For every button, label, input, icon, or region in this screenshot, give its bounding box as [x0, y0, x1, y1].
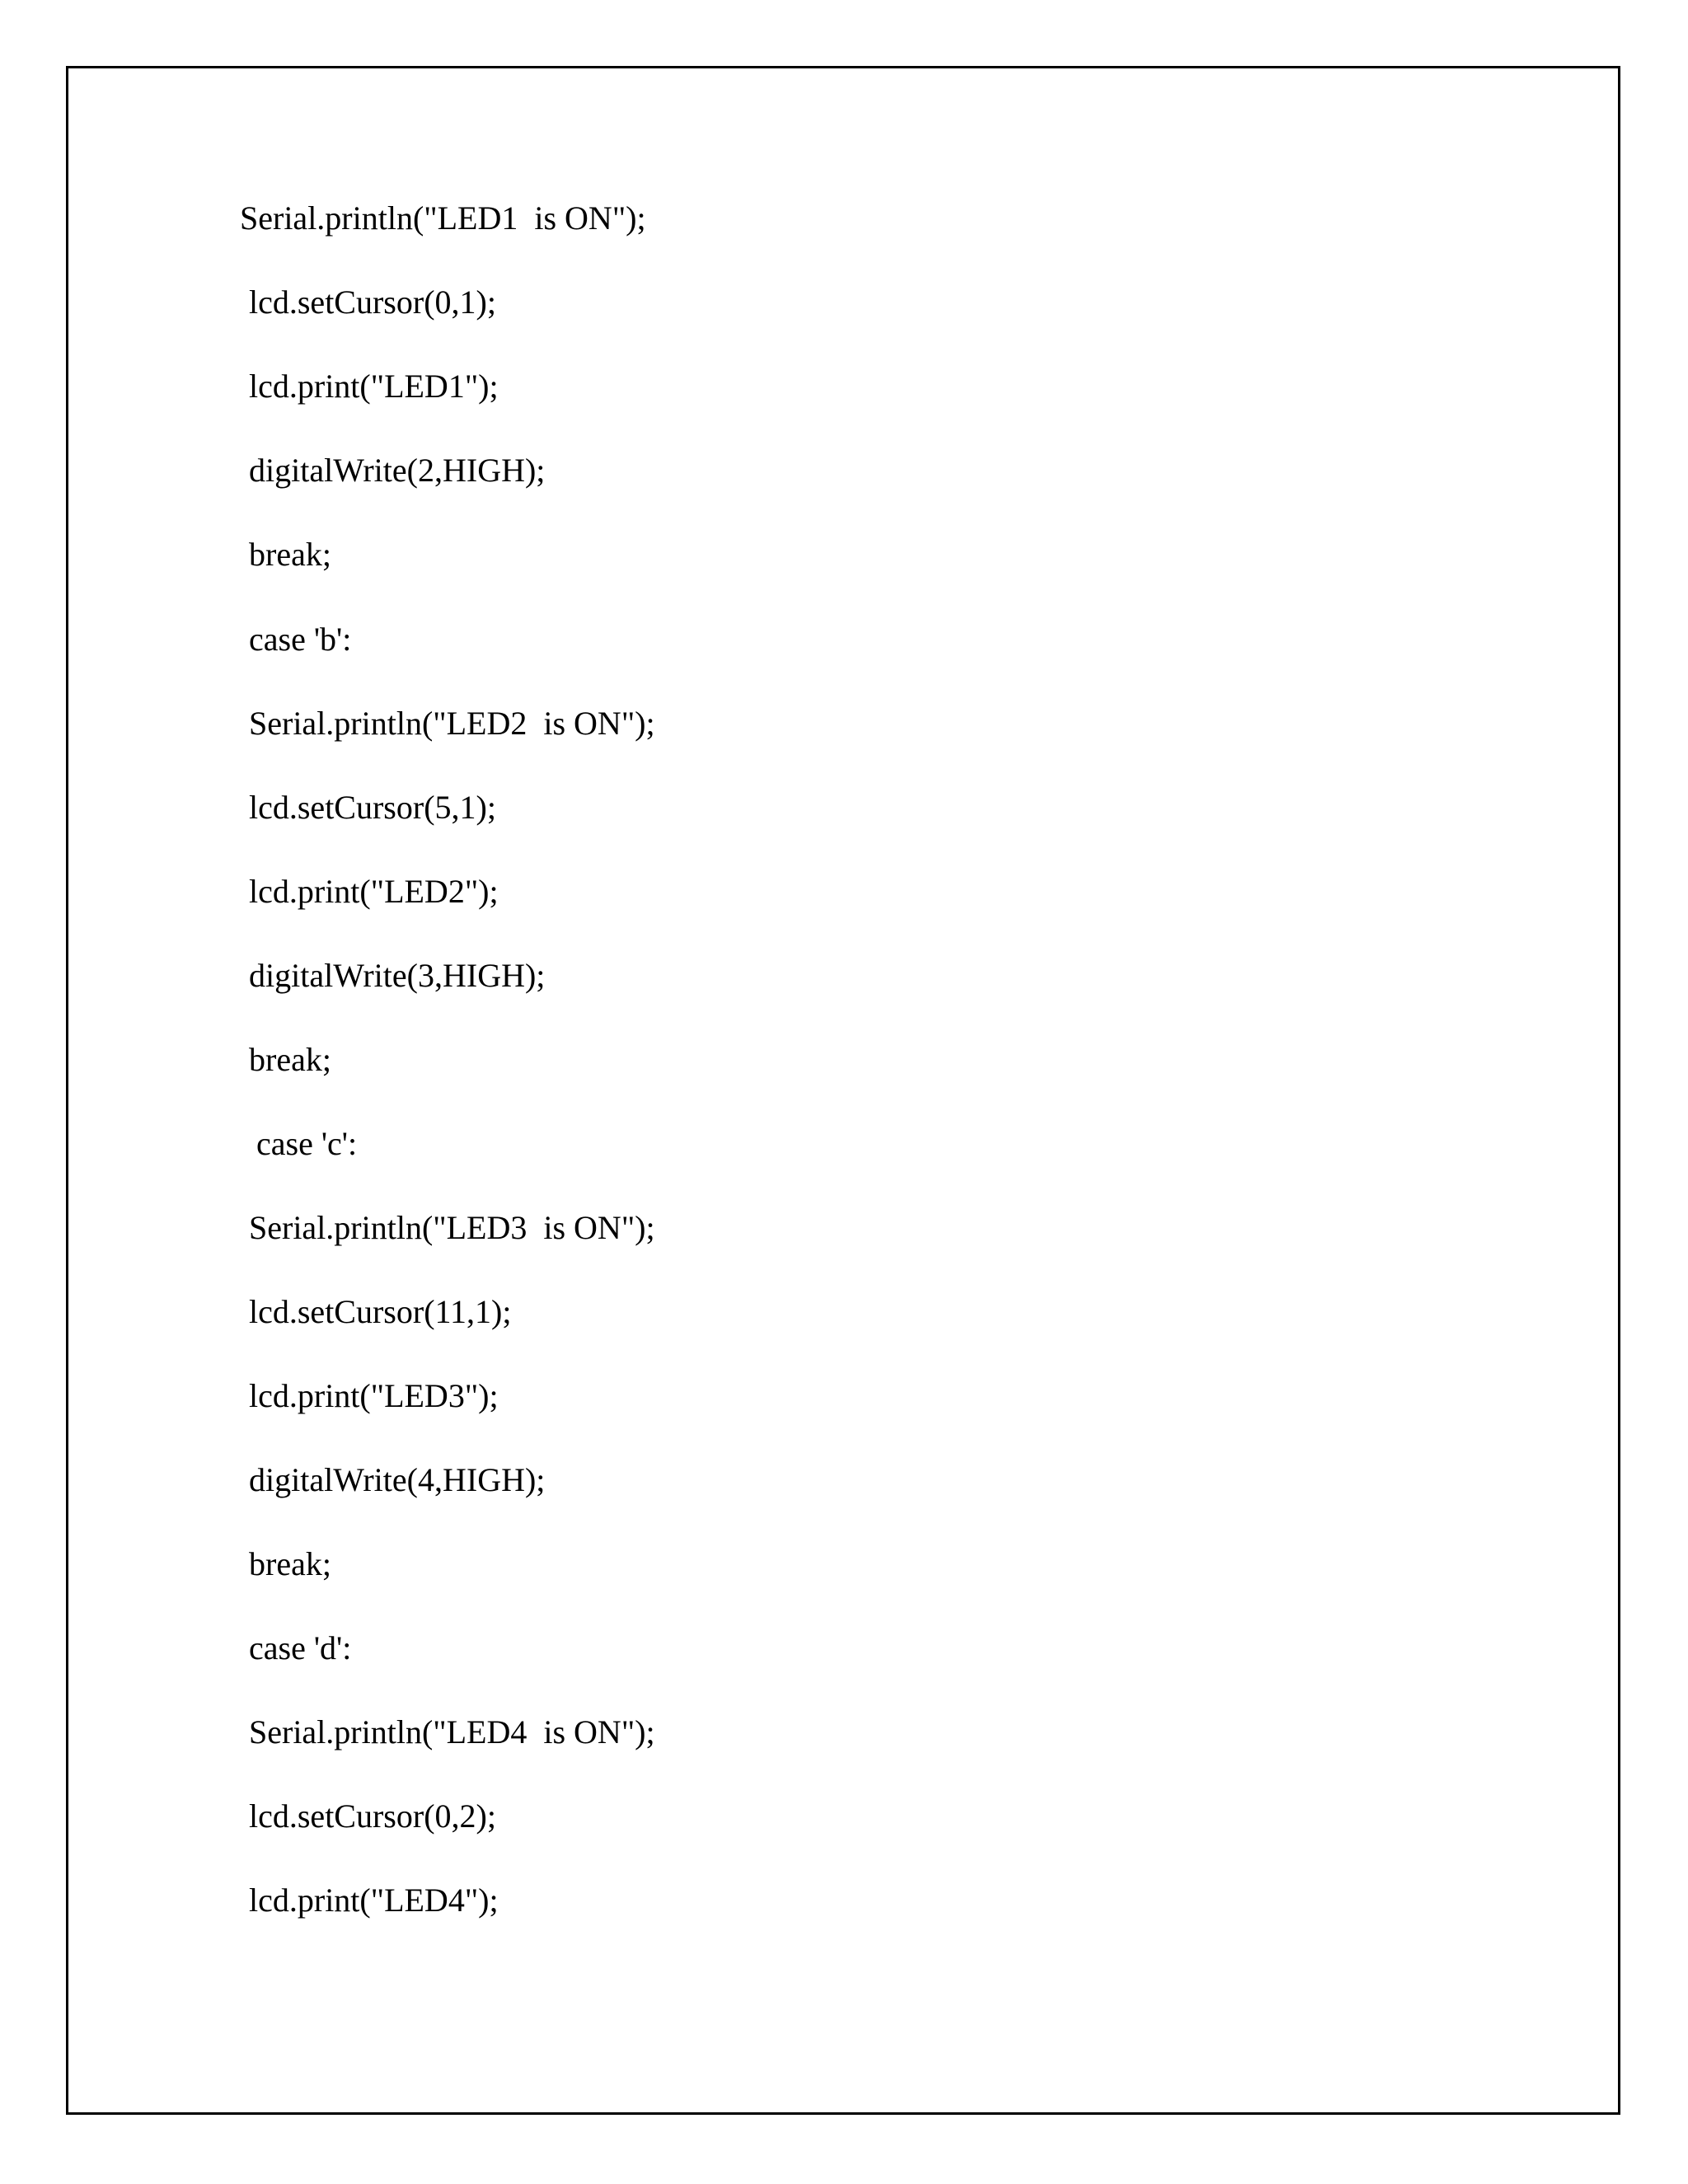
code-line-4: digitalWrite(2,HIGH); [249, 452, 546, 489]
code-line-13: Serial.println("LED3 is ON"); [249, 1209, 655, 1246]
code-line-2: lcd.setCursor(0,1); [249, 284, 496, 321]
code-line-8: lcd.setCursor(5,1); [249, 789, 496, 826]
code-line-16: digitalWrite(4,HIGH); [249, 1461, 546, 1498]
code-line-15: lcd.print("LED3"); [249, 1377, 499, 1414]
code-line-7: Serial.println("LED2 is ON"); [249, 705, 655, 742]
code-line-20: lcd.setCursor(0,2); [249, 1797, 496, 1835]
code-line-10: digitalWrite(3,HIGH); [249, 957, 546, 994]
code-line-19: Serial.println("LED4 is ON"); [249, 1713, 655, 1750]
code-line-17: break; [249, 1545, 331, 1582]
code-line-9: lcd.print("LED2"); [249, 873, 499, 910]
code-line-18: case 'd': [249, 1629, 352, 1666]
code-line-12: case 'c': [256, 1125, 358, 1162]
code-line-6: case 'b': [249, 621, 352, 658]
code-line-14: lcd.setCursor(11,1); [249, 1293, 512, 1330]
code-line-5: break; [249, 536, 331, 573]
code-line-1: Serial.println("LED1 is ON"); [240, 199, 646, 237]
code-line-11: break; [249, 1041, 331, 1078]
code-line-21: lcd.print("LED4"); [249, 1882, 499, 1919]
code-line-3: lcd.print("LED1"); [249, 368, 499, 405]
